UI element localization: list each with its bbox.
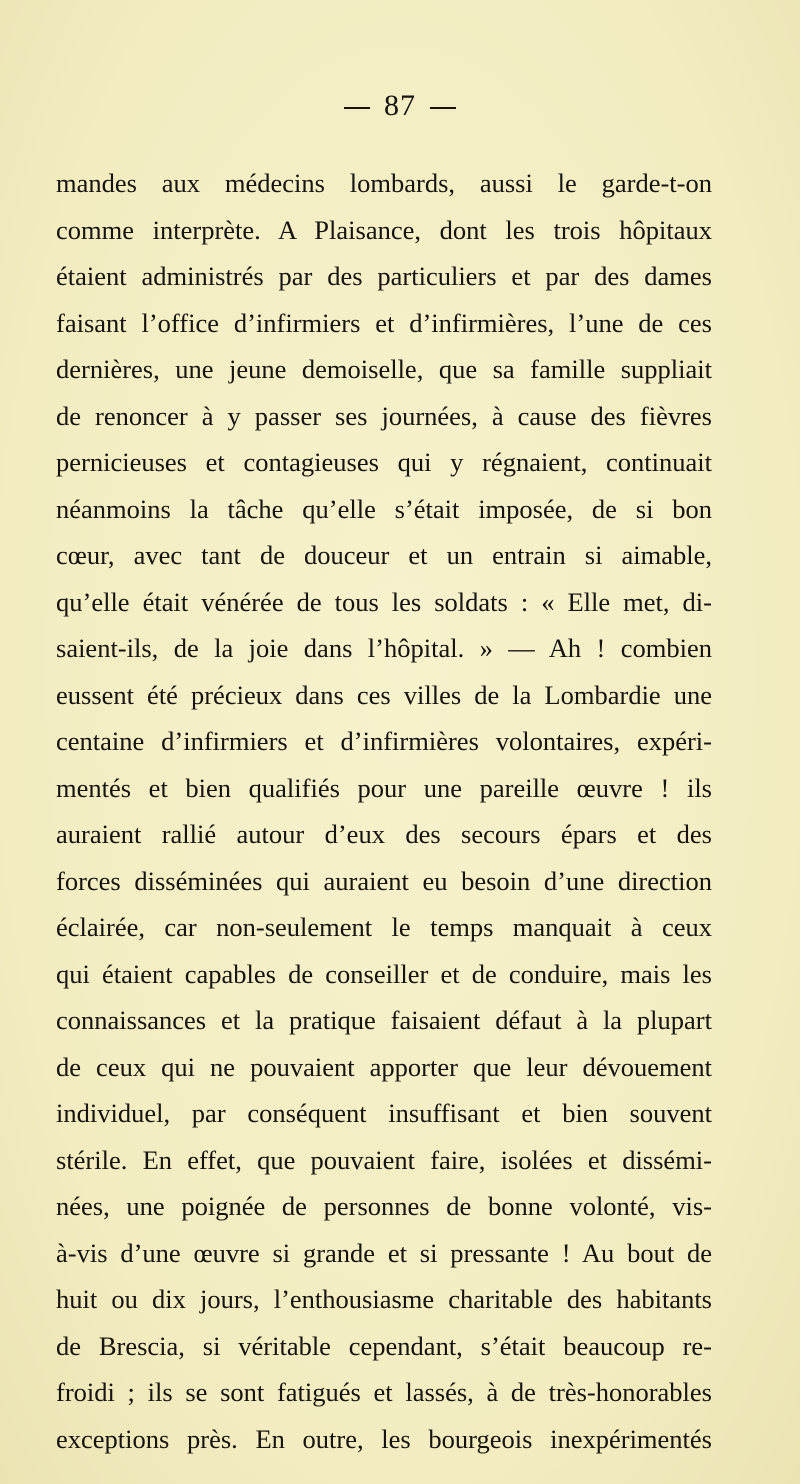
- text-line: centaine d’infirmiers et d’infirmières volontaires, expéri-: [56, 726, 712, 756]
- text-line: huit ou dix jours, l’enthousiasme charitable des habitants: [56, 1284, 712, 1314]
- text-line: qu’elle était vénérée de tous les soldats : « Elle met, di-: [56, 586, 712, 617]
- text-line: cœur, avec tant de douceur et un entrain si aimable,: [56, 540, 712, 570]
- text-line: étaient administrés par des particuliers et par des dames: [56, 261, 712, 291]
- text-line: dernières, une jeune demoiselle, que sa famille suppliait: [56, 354, 712, 384]
- text-line: saient-ils, de la joie dans l’hôpital. » — Ah ! combien: [56, 633, 712, 663]
- text-line: forces disséminées qui auraient eu besoin d’une direction: [56, 865, 712, 896]
- right-dash: [430, 107, 456, 109]
- text-line: mandes aux médecins lombards, aussi le garde-t-on: [56, 168, 712, 198]
- text-line: connaissances et la pratique faisaient défaut à la plupart: [56, 1005, 712, 1035]
- left-dash: [344, 107, 370, 109]
- text-line: de Brescia, si véritable cependant, s’était beaucoup re-: [56, 1330, 712, 1361]
- text-line: froidi ; ils se sont fatigués et lassés, à de très-honorables: [56, 1377, 712, 1407]
- text-line: exceptions près. En outre, les bourgeois inexpérimentés: [56, 1423, 712, 1454]
- page-header: [0, 86, 800, 126]
- text-line: auraient rallié autour d’eux des secours épars et des: [56, 819, 712, 849]
- text-line: néanmoins la tâche qu’elle s’était imposée, de si bon: [56, 493, 712, 524]
- page-number: 87: [384, 89, 416, 122]
- text-line: mentés et bien qualifiés pour une pareille œuvre ! ils: [56, 772, 712, 803]
- text-line: faisant l’office d’infirmiers et d’infirmières, l’une de ces: [56, 307, 712, 338]
- text-line: pernicieuses et contagieuses qui y régnaient, continuait: [56, 447, 712, 477]
- text-line: éclairée, car non-seulement le temps manquait à ceux: [56, 912, 712, 942]
- text-line: qui étaient capables de conseiller et de conduire, mais les: [56, 958, 712, 989]
- text-line: de ceux qui ne pouvaient apporter que leur dévouement: [56, 1051, 712, 1082]
- text-line: nées, une poignée de personnes de bonne volonté, vis-: [56, 1191, 712, 1221]
- text-line: eussent été précieux dans ces villes de la Lombardie une: [56, 679, 712, 710]
- text-line: à-vis d’une œuvre si grande et si pressante ! Au bout de: [56, 1237, 712, 1268]
- text-line: comme interprète. A Plaisance, dont les trois hôpitaux: [56, 214, 712, 245]
- text-line: stérile. En effet, que pouvaient faire, isolées et dissémi-: [56, 1144, 712, 1175]
- text-line: individuel, par conséquent insuffisant et bien souvent: [56, 1098, 712, 1128]
- body-text: [56, 160, 712, 1462]
- text-line: de renoncer à y passer ses journées, à cause des fièvres: [56, 400, 712, 431]
